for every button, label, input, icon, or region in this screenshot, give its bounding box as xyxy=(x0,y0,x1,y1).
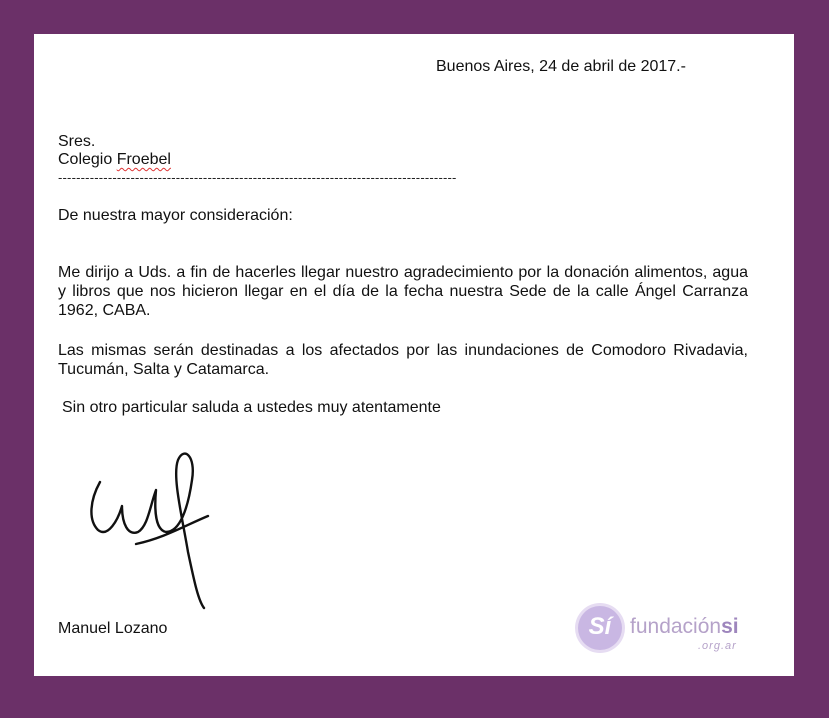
fundacion-si-logo xyxy=(578,606,758,658)
letter-page xyxy=(34,34,794,676)
recipient-salutation: Sres. xyxy=(58,133,96,150)
body-paragraph-1: Me dirijo a Uds. a fin de hacerles llegar nuestro agradecimiento por la donación alimentos, agua y libros que nos hicieron llegar en el día de la fecha nuestra Sede de la calle Ángel Carranza 1962, CABA. xyxy=(58,264,748,319)
logo-wordmark xyxy=(630,615,739,639)
greeting: De nuestra mayor consideración: xyxy=(58,207,293,224)
body-paragraph-2: Las mismas serán destinadas a los afectados por las inundaciones de Comodoro Rivadavia, Tucumán, Salta y Catamarca. xyxy=(58,342,748,378)
recipient-name xyxy=(58,150,171,169)
logo-domain: .org.ar xyxy=(698,640,737,652)
handwritten-signature xyxy=(84,420,234,615)
letter-date: Buenos Aires, 24 de abril de 2017.- xyxy=(436,58,686,75)
logo-badge-text: Sí xyxy=(588,613,612,640)
recipient-school: Froebel xyxy=(116,151,171,168)
logo-name-suffix: si xyxy=(721,615,739,638)
recipient-prefix: Colegio xyxy=(58,151,117,168)
separator-line: ---------------------------------------------------------------------------------------- xyxy=(58,170,457,185)
signatory-name: Manuel Lozano xyxy=(58,620,168,637)
closing-line: Sin otro particular saluda a ustedes muy atentamente xyxy=(62,399,441,416)
logo-name-prefix: fundación xyxy=(630,615,722,638)
